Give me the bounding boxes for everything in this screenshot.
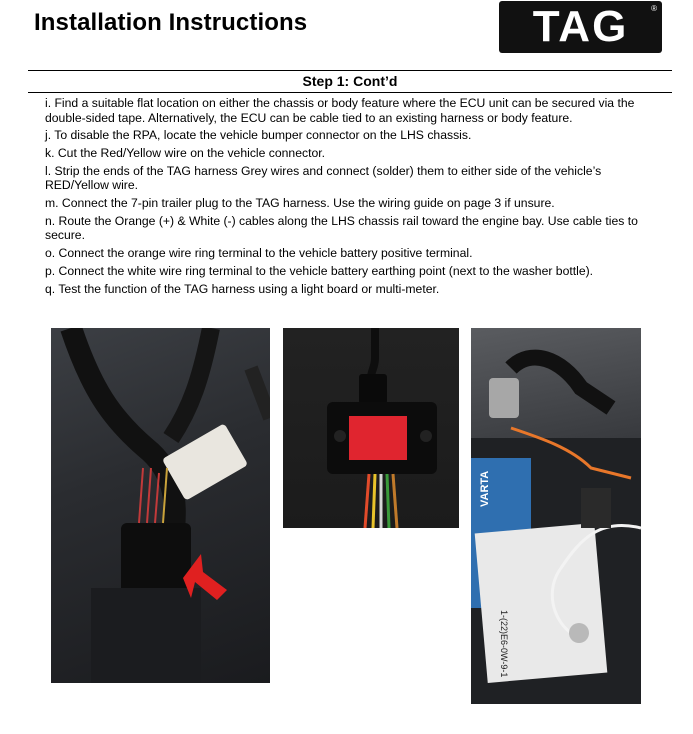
instruction-item: p. Connect the white wire ring terminal to the vehicle battery earthing point (next to the washer bottle). <box>45 264 594 279</box>
heading-rule <box>28 92 672 93</box>
top-rule <box>28 70 672 71</box>
instruction-item: k. Cut the Red/Yellow wire on the vehicle connector. <box>45 146 326 161</box>
ecu-photo-illustration <box>283 328 459 528</box>
photo-bumper-connector <box>51 328 270 683</box>
step-heading: Step 1: Cont’d <box>302 73 398 89</box>
photo-battery-terminals <box>471 328 641 704</box>
battery-label-code: 1-(22)E6-0W-9-1 <box>499 610 509 678</box>
page-title: Installation Instructions <box>34 9 308 36</box>
instruction-item: m. Connect the 7-pin trailer plug to the TAG harness. Use the wiring guide on page 3 if unsure. <box>45 196 555 211</box>
instruction-item: q. Test the function of the TAG harness using a light board or multi-meter. <box>45 281 440 296</box>
instruction-item: i. Find a suitable flat location on either the chassis or body feature where the ECU unit can be secured via the double-sided tape. Alternatively, the ECU can be cable tied to an existing harness or body feature. <box>45 96 635 125</box>
instruction-list <box>45 96 645 300</box>
tag-logo <box>499 1 662 53</box>
logo-text: TAG <box>532 2 629 51</box>
battery-brand-label: VARTA <box>479 470 491 507</box>
battery-photo-illustration <box>471 328 641 704</box>
instruction-item: l. Strip the ends of the TAG harness Grey wires and connect (solder) them to either side of the vehicle’s RED/Yellow wire. <box>45 163 602 193</box>
instruction-item: j. To disable the RPA, locate the vehicle bumper connector on the LHS chassis. <box>45 128 472 143</box>
instruction-item: n. Route the Orange (+) & White (-) cables along the LHS chassis rail toward the engine bay. Use cable ties to secure. <box>45 213 638 243</box>
photo-ecu-unit <box>283 328 459 528</box>
connector-photo-illustration <box>51 328 270 683</box>
instruction-item: o. Connect the orange wire ring terminal to the vehicle battery positive terminal. <box>45 246 473 261</box>
registered-mark: ® <box>651 4 657 13</box>
